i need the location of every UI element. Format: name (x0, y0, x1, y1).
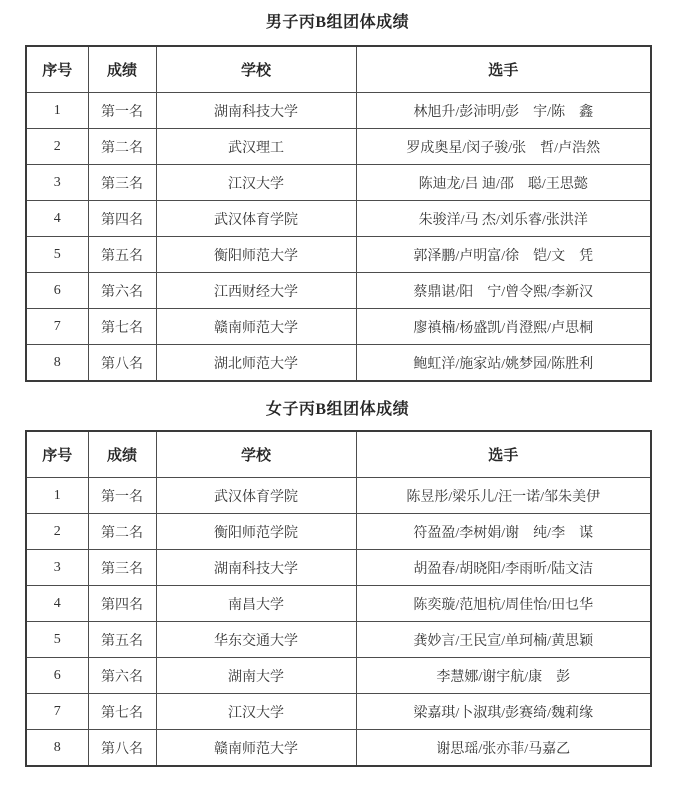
place-cell: 第一名 (88, 93, 156, 129)
school-cell: 江汉大学 (156, 694, 356, 730)
table-row (26, 622, 651, 658)
players-cell: 廖禛楠/杨盛凯/肖澄熙/卢思桐 (356, 309, 651, 345)
rank-cell: 1 (26, 478, 88, 514)
table-row (26, 93, 651, 129)
place-cell: 第三名 (88, 165, 156, 201)
table-row (26, 345, 651, 382)
header-row (26, 431, 651, 478)
place-cell: 第五名 (88, 622, 156, 658)
rank-cell: 7 (26, 309, 88, 345)
rank-cell: 7 (26, 694, 88, 730)
school-cell: 江西财经大学 (156, 273, 356, 309)
rank-cell: 8 (26, 345, 88, 382)
players-cell: 龚妙言/王民宣/单珂楠/黄思颖 (356, 622, 651, 658)
school-cell: 江汉大学 (156, 165, 356, 201)
table-body-women (26, 478, 651, 767)
place-cell: 第七名 (88, 309, 156, 345)
column-header: 序号 (26, 46, 88, 93)
table-row (26, 309, 651, 345)
table-row (26, 165, 651, 201)
table-row (26, 478, 651, 514)
place-cell: 第八名 (88, 730, 156, 767)
place-cell: 第三名 (88, 550, 156, 586)
rank-cell: 3 (26, 165, 88, 201)
players-cell: 陈奕璇/范旭杭/周佳怡/田乜华 (356, 586, 651, 622)
table-row (26, 658, 651, 694)
school-cell: 湖北师范大学 (156, 345, 356, 382)
school-cell: 湖南大学 (156, 658, 356, 694)
table-row (26, 730, 651, 767)
table-row (26, 694, 651, 730)
place-cell: 第一名 (88, 478, 156, 514)
table-row (26, 273, 651, 309)
column-header: 学校 (156, 431, 356, 478)
table-title-women: 女子丙B组团体成绩 (265, 401, 410, 419)
rank-cell: 3 (26, 550, 88, 586)
school-cell: 武汉体育学院 (156, 478, 356, 514)
players-cell: 李慧娜/谢宇航/康 彭 (356, 658, 651, 694)
table-row (26, 201, 651, 237)
rank-cell: 8 (26, 730, 88, 767)
column-header: 序号 (26, 431, 88, 478)
results-table-women (25, 430, 652, 767)
players-cell: 胡盈春/胡晓阳/李雨昕/陆文洁 (356, 550, 651, 586)
column-header: 成绩 (88, 431, 156, 478)
players-cell: 朱骏洋/马 杰/刘乐睿/张洪洋 (356, 201, 651, 237)
results-table-men (25, 45, 652, 382)
table-header-men (26, 46, 651, 93)
place-cell: 第六名 (88, 658, 156, 694)
header-row (26, 46, 651, 93)
place-cell: 第五名 (88, 237, 156, 273)
players-cell: 鲍虹洋/施家站/姚梦园/陈胜利 (356, 345, 651, 382)
table-header-women (26, 431, 651, 478)
players-cell: 蔡鼎谌/阳 宁/曾令熙/李新汉 (356, 273, 651, 309)
place-cell: 第二名 (88, 129, 156, 165)
rank-cell: 2 (26, 129, 88, 165)
table-section-men (25, 13, 650, 382)
school-cell: 赣南师范大学 (156, 730, 356, 767)
table-title-men: 男子丙B组团体成绩 (265, 14, 410, 31)
column-header: 成绩 (88, 46, 156, 93)
column-header: 选手 (356, 46, 651, 93)
school-cell: 南昌大学 (156, 586, 356, 622)
table-body-men (26, 93, 651, 382)
table-row (26, 129, 651, 165)
players-cell: 罗成奥星/闵子骏/张 哲/卢浩然 (356, 129, 651, 165)
place-cell: 第二名 (88, 514, 156, 550)
players-cell: 符盈盈/李树娟/谢 纯/李 谋 (356, 514, 651, 550)
school-cell: 武汉理工 (156, 129, 356, 165)
table-row (26, 550, 651, 586)
players-cell: 林旭升/彭沛明/彭 宇/陈 鑫 (356, 93, 651, 129)
rank-cell: 5 (26, 622, 88, 658)
players-cell: 谢思瑶/张亦菲/马嘉乙 (356, 730, 651, 767)
school-cell: 武汉体育学院 (156, 201, 356, 237)
players-cell: 陈昱彤/梁乐儿/汪一诺/邹朱美伊 (356, 478, 651, 514)
school-cell: 湖南科技大学 (156, 550, 356, 586)
players-cell: 郭泽鹏/卢明富/徐 铠/文 凭 (356, 237, 651, 273)
place-cell: 第七名 (88, 694, 156, 730)
rank-cell: 4 (26, 586, 88, 622)
rank-cell: 4 (26, 201, 88, 237)
players-cell: 陈迪龙/吕 迪/邵 聪/王思懿 (356, 165, 651, 201)
table-row (26, 514, 651, 550)
school-cell: 衡阳师范学院 (156, 514, 356, 550)
place-cell: 第四名 (88, 586, 156, 622)
rank-cell: 6 (26, 273, 88, 309)
table-row (26, 237, 651, 273)
place-cell: 第六名 (88, 273, 156, 309)
column-header: 学校 (156, 46, 356, 93)
rank-cell: 5 (26, 237, 88, 273)
table-section-women (25, 400, 650, 767)
column-header: 选手 (356, 431, 651, 478)
place-cell: 第八名 (88, 345, 156, 382)
results-document (25, 13, 650, 767)
rank-cell: 2 (26, 514, 88, 550)
school-cell: 赣南师范大学 (156, 309, 356, 345)
rank-cell: 1 (26, 93, 88, 129)
players-cell: 梁嘉琪/卜淑琪/彭赛绮/魏莉缘 (356, 694, 651, 730)
school-cell: 衡阳师范大学 (156, 237, 356, 273)
table-row (26, 586, 651, 622)
rank-cell: 6 (26, 658, 88, 694)
place-cell: 第四名 (88, 201, 156, 237)
school-cell: 湖南科技大学 (156, 93, 356, 129)
school-cell: 华东交通大学 (156, 622, 356, 658)
